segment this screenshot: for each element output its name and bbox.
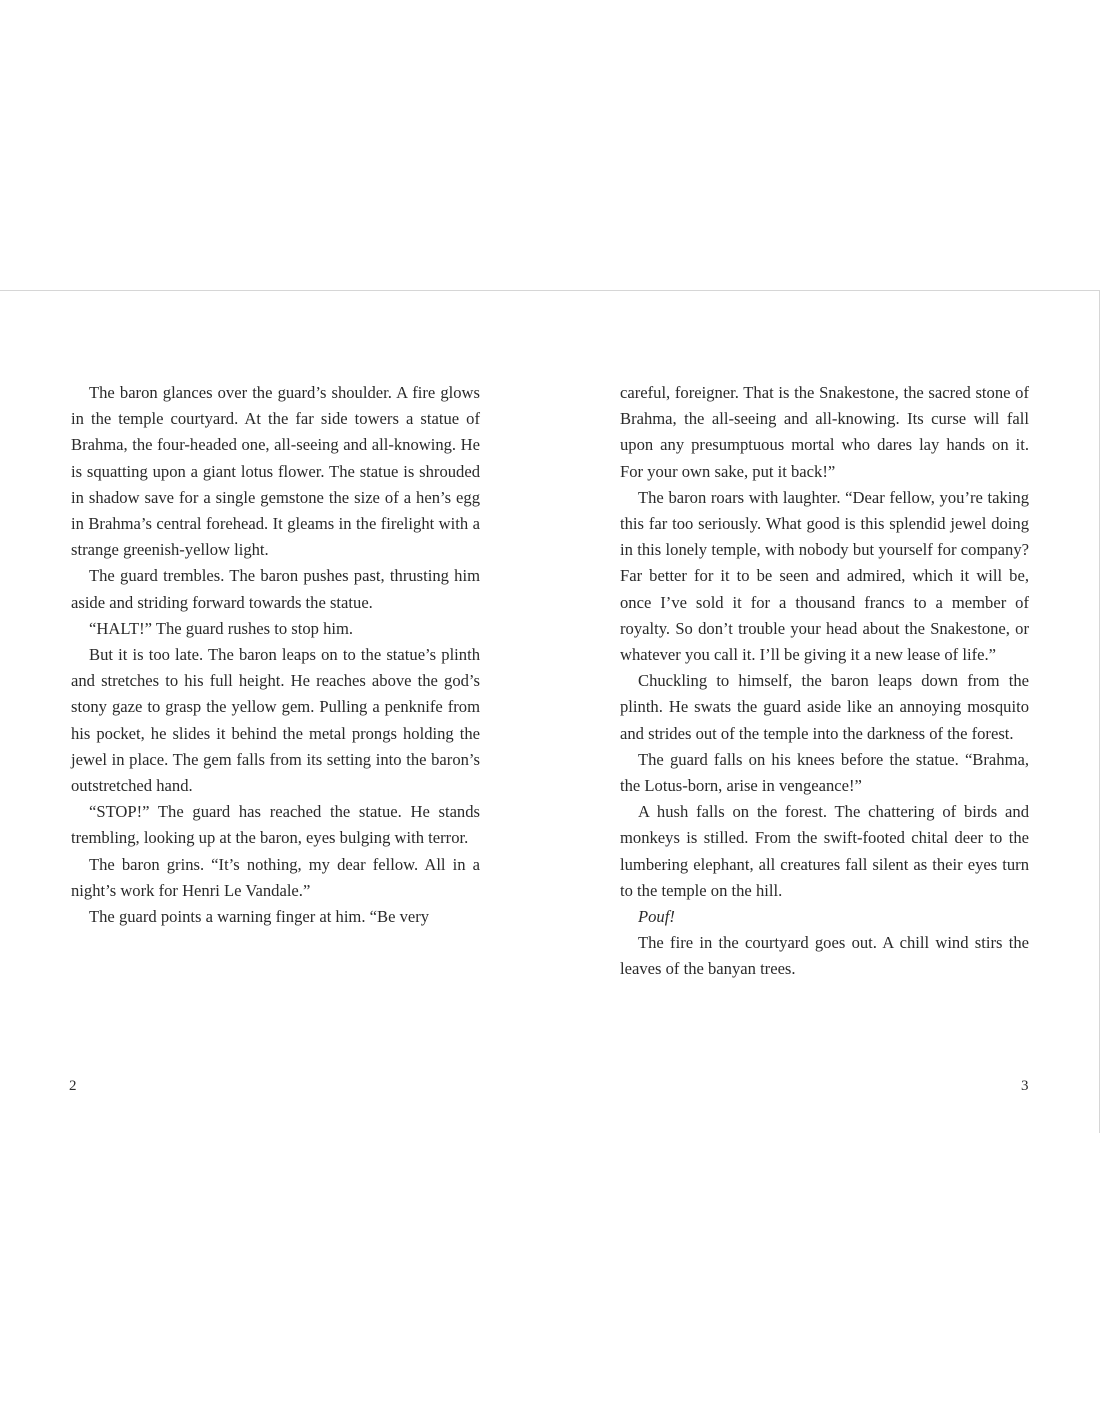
paragraph: The guard points a warning finger at him. “Be very: [89, 907, 430, 927]
paragraph-exclamation: Pouf!: [638, 907, 675, 927]
right-page-text: [620, 380, 1029, 983]
paragraph: The fire in the courtyard goes out. A chill wind stirs the leaves of the banyan trees.: [620, 933, 1029, 979]
paragraph: The guard trembles. The baron pushes past, thrusting him aside and striding forward towards the statue.: [71, 566, 480, 612]
paragraph: A hush falls on the forest. The chattering of birds and monkeys is stilled. From the swift-footed chital deer to the lumbering elephant, all creatures fall silent as their eyes turn to the temple on the hill.: [620, 802, 1029, 900]
paragraph: The baron grins. “It’s nothing, my dear fellow. All in a night’s work for Henri Le Vandale.”: [71, 854, 480, 900]
paragraph: “HALT!” The guard rushes to stop him.: [89, 618, 354, 638]
page-number-left: 2: [69, 1078, 77, 1094]
page-number-right: 3: [1021, 1078, 1029, 1094]
paragraph: The guard falls on his knees before the statue. “Brahma, the Lotus-born, arise in vengeance!”: [620, 749, 1029, 796]
paragraph-continuation: careful, foreigner. That is the Snakestone, the sacred stone of Brahma, the all-seeing and all-knowing. Its curse will fall upon any presumptuous mortal who dares lay hands on it. For your own sake, put it back!”: [620, 383, 1029, 481]
paragraph: Chuckling to himself, the baron leaps down from the plinth. He swats the guard aside like an annoying mosquito and strides out of the temple into the darkness of the forest.: [620, 671, 1029, 743]
paragraph: The baron roars with laughter. “Dear fellow, you’re taking this far too seriously. What good is this splendid jewel doing in this lonely temple, with nobody but yourself for company? Far better for it to be seen and admired, which it will be, once I’ve sold it for a thousand francs to a member of royalty. So don’t trouble your head about the Snakestone, or whatever you call it. I’ll be giving it a new lease of life.”: [620, 487, 1029, 665]
left-page-text: [71, 380, 480, 930]
paragraph: “STOP!” The guard has reached the statue. He stands trembling, looking up at the baron, eyes bulging with terror.: [71, 802, 480, 848]
paragraph: The baron glances over the guard’s shoulder. A fire glows in the temple courtyard. At the far side towers a statue of Brahma, the four-headed one, all-seeing and all-knowing. He is squatting upon a giant lotus flower. The statue is shrouded in shadow save for a single gemstone the size of a hen’s egg in Brahma’s central forehead. It gleams in the firelight with a strange greenish-yellow light.: [71, 383, 480, 560]
paragraph: But it is too late. The baron leaps on to the statue’s plinth and stretches to his full height. He reaches above the god’s stony gaze to grasp the yellow gem. Pulling a penknife from his pocket, he slides it behind the metal prongs holding the jewel in place. The gem falls from its setting into the baron’s outstretched hand.: [71, 645, 480, 796]
